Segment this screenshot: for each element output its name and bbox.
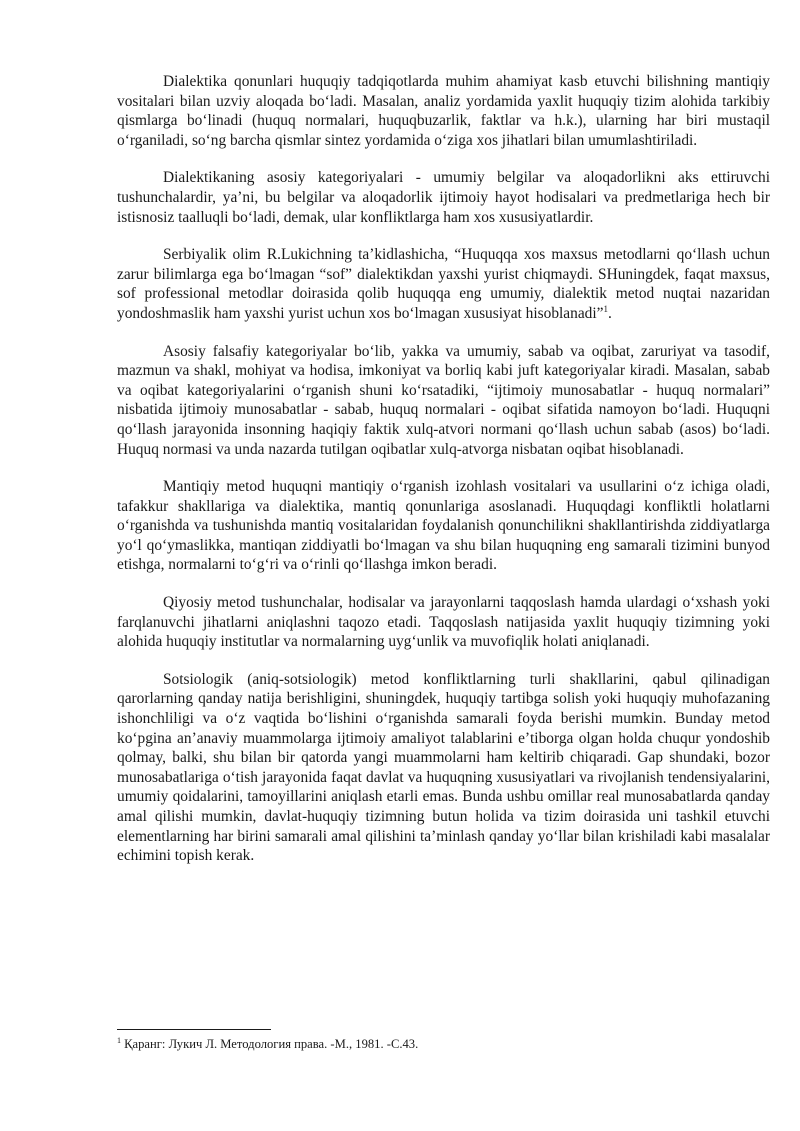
footnote bbox=[117, 1037, 770, 1052]
paragraph-dialectics-laws bbox=[117, 72, 770, 150]
paragraph-text: Mantiqiy metod huquqni mantiqiy oʻrganish izohlash vositalari va usullarini oʻz ichiga oladi, tafakkur shakllariga va dialektika, mantiq qonunlariga asoslanadi. Huquqdagi konfliktli holatlarni oʻrganishda va tushunishda mantiq vositalaridan foydalanish qonunchilikni shakllantirishda ziddiyatlarga yoʻl qoʻymaslikka, mantiqan ziddiyatli boʻlmagan va shu bilan huquqning eng samarali tizimini bunyod etishga, normalarni toʻgʻri va oʻrinli qoʻllashga imkon beradi. bbox=[117, 478, 770, 574]
paragraph-comparative-method bbox=[117, 593, 770, 652]
paragraph-text: Qiyosiy metod tushunchalar, hodisalar va jarayonlarni taqqoslash hamda ulardagi oʻxshash yoki farqlanuvchi jihatlarni aniqlashni taqozo etadi. Taqqoslash natijasida yaxlit huquqiy tizimning yoki alohida huquqiy institutlar va normalarning uygʻunlik va muvofiqlik holati aniqlanadi. bbox=[117, 594, 770, 651]
page-body bbox=[117, 72, 770, 884]
paragraph-dialectics-categories bbox=[117, 168, 770, 227]
paragraph-text: Asosiy falsafiy kategoriyalar boʻlib, yakka va umumiy, sabab va oqibat, zaruriyat va tasodif, mazmun va shakl, mohiyat va hodisa, imkoniyat va borliq kabi juft kategoriyalar kiradi. Masalan, sabab va oqibat kategoriyalarini oʻrganish shuni koʻrsatadiki, “ijtimoiy munosabatlar - huquq normalari” nisbatida ijtimoiy munosabatlar - sabab, huquq normalari - oqibat sifatida namoyon boʻladi. Huquqni qoʻllash jarayonida insonning haqiqiy faktik xulq-atvori normani qoʻllash uchun sabab (asos) boʻladi. Huquq normasi va unda nazarda tutilgan oqibatlar xulq-atvorga nisbatan oqibat hisoblanadi. bbox=[117, 342, 770, 458]
paragraph-logical-method bbox=[117, 477, 770, 575]
paragraph-sociological-method bbox=[117, 670, 770, 866]
paragraph-text: Sotsiologik (aniq-sotsiologik) metod konfliktlarning turli shakllarini, qabul qilinadigan qarorlarning qanday natija berishligini, shuningdek, huquqiy tartibga solish yoki huquqiy muhofazaning ishonchliligi va oʻz vaqtida boʻlishini oʻrganishda samarali foyda berishi mumkin. Bunday metod koʻpgina anʼanaviy muammolarga ijtimoiy amaliyot talablarini eʼtiborga olgan holda chuqur yondoshib qolmay, balki, shu bilan bir qatorda yangi muammolarni ham keltirib chiqaradi. Gap shundaki, bozor munosabatlariga oʻtish jarayonida faqat davlat va huquqning xususiyatlari va rivojlanish tendensiyalarini, umumiy qoidalarini, tamoyillarini aniqlash etarli emas. Bunda ushbu omillar real munosabatlarda qanday amal qilishi mumkin, davlat-huquqiy tizimning butun holida va tizim doirasida uni tashkil etuvchi elementlarning har birini samarali amal qilishini taʼminlash qanday yoʻllar bilan krishiladi kabi masalalar echimini topish kerak. bbox=[117, 670, 770, 865]
paragraph-text: Dialektika qonunlari huquqiy tadqiqotlarda muhim ahamiyat kasb etuvchi bilishning mantiqiy vositalari bilan uzviy aloqada boʻladi. Masalan, analiz yordamida yaxlit huquqiy tizim alohida tarkibiy qismlarga boʻlinadi (huquq normalari, huquqbuzarlik, faktlar va h.k.), ularning har biri mustaqil oʻrganiladi, soʻng barcha qismlar sintez yordamida oʻziga xos jihatlari bilan umumlashtiriladi. bbox=[117, 73, 770, 149]
footnote-text: Қаранг: Лукич Л. Методология права. -М., 1981. -С.43. bbox=[121, 1037, 419, 1051]
paragraph-philosophical-categories bbox=[117, 342, 770, 460]
footnote-separator bbox=[117, 1029, 271, 1030]
paragraph-text: Serbiyalik olim R.Lukichning taʼkidlashicha, “Huquqqa xos maxsus metodlarni qoʻllash uchun zarur bilimlarga ega boʻlmagan “sof” dialektikdan yaxshi yurist chiqmaydi. SHuningdek, faqat maxsus, sof professional metodlar doirasida qolib huquqqa eng umumiy, dialektik metod nuqtai nazaridan yondoshmaslik ham yaxshi yurist uchun xos boʻlmagan xususiyat hisoblanadi” bbox=[117, 246, 770, 322]
footnote-reference: 1 bbox=[603, 303, 608, 314]
paragraph-tail: . bbox=[607, 304, 612, 322]
paragraph-lukich-quote bbox=[117, 245, 770, 323]
paragraph-text: Dialektikaning asosiy kategoriyalari - umumiy belgilar va aloqadorlikni aks ettiruvchi tushunchalardir, yaʼni, bu belgilar va aloqadorlik ijtimoiy hayot hodisalari va predmetlariga hech bir istisnosiz taalluqli boʻladi, demak, ular konfliktlarga ham xos xususiyatlardir. bbox=[117, 169, 770, 226]
footnote-marker: 1 bbox=[117, 1035, 121, 1045]
